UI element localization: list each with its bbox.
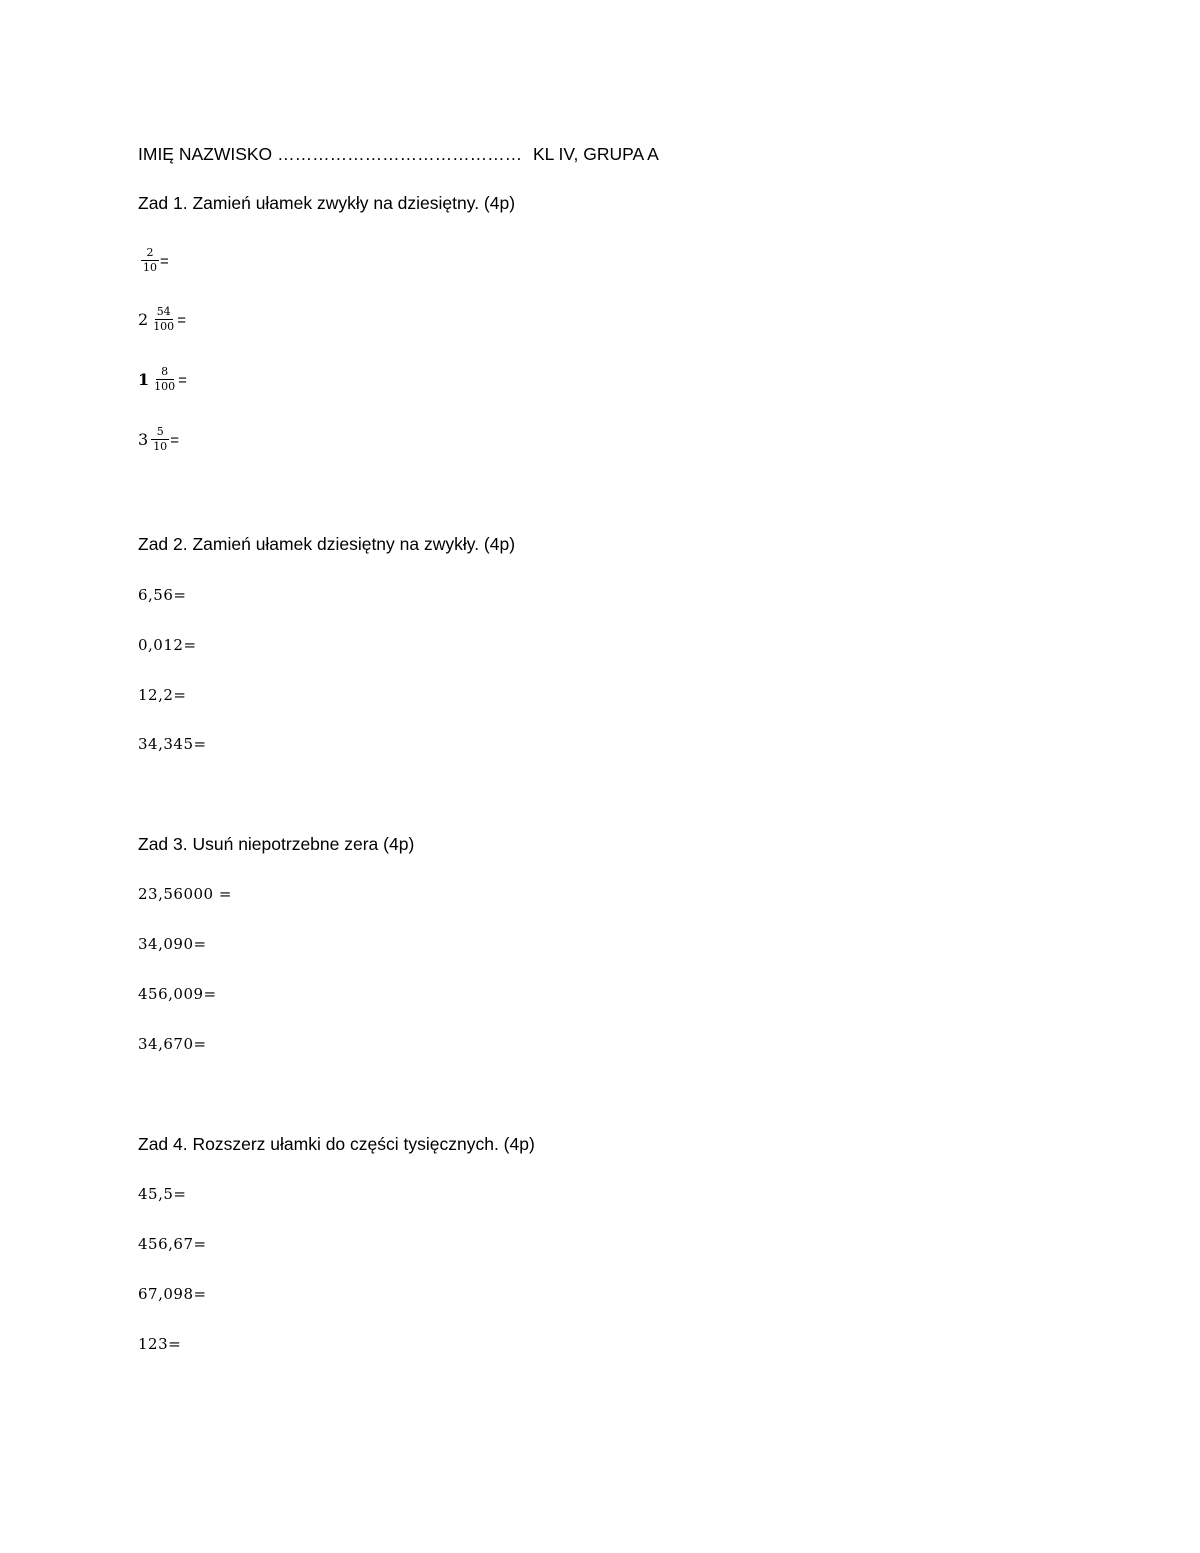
fraction-denominator: 100	[153, 319, 175, 333]
task4-item-3: 67,098=	[138, 1285, 207, 1303]
fraction-denominator: 10	[153, 439, 168, 453]
task2-title: Zad 2. Zamień ułamek dziesiętny na zwykły. (4p)	[138, 534, 516, 554]
fraction-numerator: 2	[141, 247, 159, 261]
fraction	[151, 426, 169, 453]
fraction-numerator: 5	[151, 426, 169, 440]
fraction-denominator: 100	[154, 379, 176, 393]
fraction	[151, 306, 176, 333]
task2-item-4: 34,345=	[138, 735, 207, 753]
fraction-whole: 3	[138, 429, 149, 449]
name-dots: ……………………………………	[277, 144, 523, 164]
task2-item-3: 12,2=	[138, 686, 187, 704]
equals-sign: =	[177, 311, 186, 329]
task4-item-4: 123=	[138, 1335, 182, 1353]
header-line	[138, 143, 659, 165]
equals-sign: =	[178, 371, 187, 389]
task1-title: Zad 1. Zamień ułamek zwykły na dziesiętny. (4p)	[138, 193, 516, 213]
task2-item-1: 6,56=	[138, 586, 187, 604]
task1-item-3	[138, 357, 187, 401]
name-label: IMIĘ NAZWISKO	[138, 144, 273, 164]
task1-item-4	[138, 417, 179, 461]
task3-item-3: 456,009=	[138, 985, 217, 1003]
task3-title: Zad 3. Usuń niepotrzebne zera (4p)	[138, 834, 415, 854]
task1-item-2	[138, 297, 186, 341]
class-group: KL IV, GRUPA A	[532, 144, 659, 164]
fraction-whole: 1	[138, 369, 150, 389]
fraction-numerator: 54	[156, 304, 171, 318]
equals-sign: =	[160, 252, 169, 270]
task2-item-2: 0,012=	[138, 636, 197, 654]
task4-title: Zad 4. Rozszerz ułamki do części tysięcznych. (4p)	[138, 1134, 535, 1154]
fraction-numerator: 8	[156, 366, 174, 380]
fraction-whole: 2	[138, 309, 149, 329]
fraction	[152, 366, 177, 393]
equals-sign: =	[170, 431, 179, 449]
fraction	[141, 247, 159, 274]
task3-item-4: 34,670=	[138, 1035, 207, 1053]
fraction-denominator: 10	[143, 260, 157, 274]
task4-item-1: 45,5=	[138, 1185, 187, 1203]
task4-item-2: 456,67=	[138, 1235, 207, 1253]
task3-item-1: 23,56000 =	[138, 885, 232, 903]
task3-item-2: 34,090=	[138, 935, 207, 953]
task1-item-1	[138, 238, 169, 282]
